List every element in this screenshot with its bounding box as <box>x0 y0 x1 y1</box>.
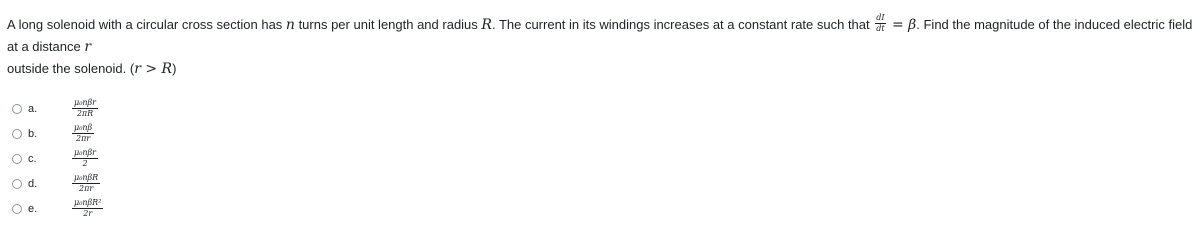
variable-n: n <box>285 17 295 33</box>
question-text-part: ) <box>172 61 177 76</box>
radio-button-e[interactable] <box>12 204 22 214</box>
condition-r: r <box>134 61 141 77</box>
fraction-numerator: μ₀nβr <box>74 148 97 157</box>
option-d-fraction <box>72 174 100 193</box>
question-text-part: A long solenoid with a circular cross section has <box>7 17 286 32</box>
condition-R: R <box>161 61 173 77</box>
option-letter: e. <box>28 202 38 215</box>
fraction-numerator: μ₀nβR <box>74 173 99 182</box>
option-letter: c. <box>28 152 37 165</box>
fraction-denominator: 2πr <box>79 184 94 193</box>
option-letter: b. <box>28 127 38 140</box>
option-c-fraction <box>72 149 98 168</box>
greater-than-sign: > <box>140 61 162 77</box>
dt-denominator: dt <box>876 24 885 34</box>
question-text-part: turns per unit length and radius <box>294 17 482 32</box>
radio-button-d[interactable] <box>12 179 22 189</box>
equals-sign: = <box>887 17 909 33</box>
radio-button-b[interactable] <box>12 129 22 139</box>
option-letter: a. <box>28 102 38 115</box>
dI-dt-fraction <box>875 14 885 33</box>
fraction-denominator: 2r <box>83 209 93 218</box>
radio-button-a[interactable] <box>12 104 22 114</box>
variable-r: r <box>84 39 92 55</box>
answer-options <box>12 96 103 221</box>
radio-button-c[interactable] <box>12 154 22 164</box>
option-c[interactable] <box>12 146 103 171</box>
fraction-denominator: 2πr <box>76 134 91 143</box>
option-a[interactable] <box>12 96 103 121</box>
fraction-denominator: 2 <box>82 159 88 168</box>
fraction-numerator: μ₀nβR² <box>74 198 102 207</box>
fraction-numerator: μ₀nβ <box>74 123 93 132</box>
fraction-numerator: μ₀nβr <box>74 98 97 107</box>
dI-numerator: dI <box>876 13 885 23</box>
question-text-part: . The current in its windings increases at a constant rate such that <box>491 17 874 32</box>
variable-beta: β <box>908 17 917 33</box>
option-b-fraction <box>72 124 94 143</box>
option-e[interactable] <box>12 196 103 221</box>
option-letter: d. <box>28 177 38 190</box>
question-text-part: outside the solenoid. ( <box>7 61 135 76</box>
fraction-denominator: 2πR <box>76 109 94 118</box>
option-d[interactable] <box>12 171 103 196</box>
option-e-fraction <box>72 199 103 218</box>
question-text <box>7 14 1193 80</box>
variable-R: R <box>481 17 492 33</box>
option-b[interactable] <box>12 121 103 146</box>
option-a-fraction <box>72 99 98 118</box>
question-text-part: . Find the magnitude of the induced electric field at a distance <box>7 17 1193 54</box>
